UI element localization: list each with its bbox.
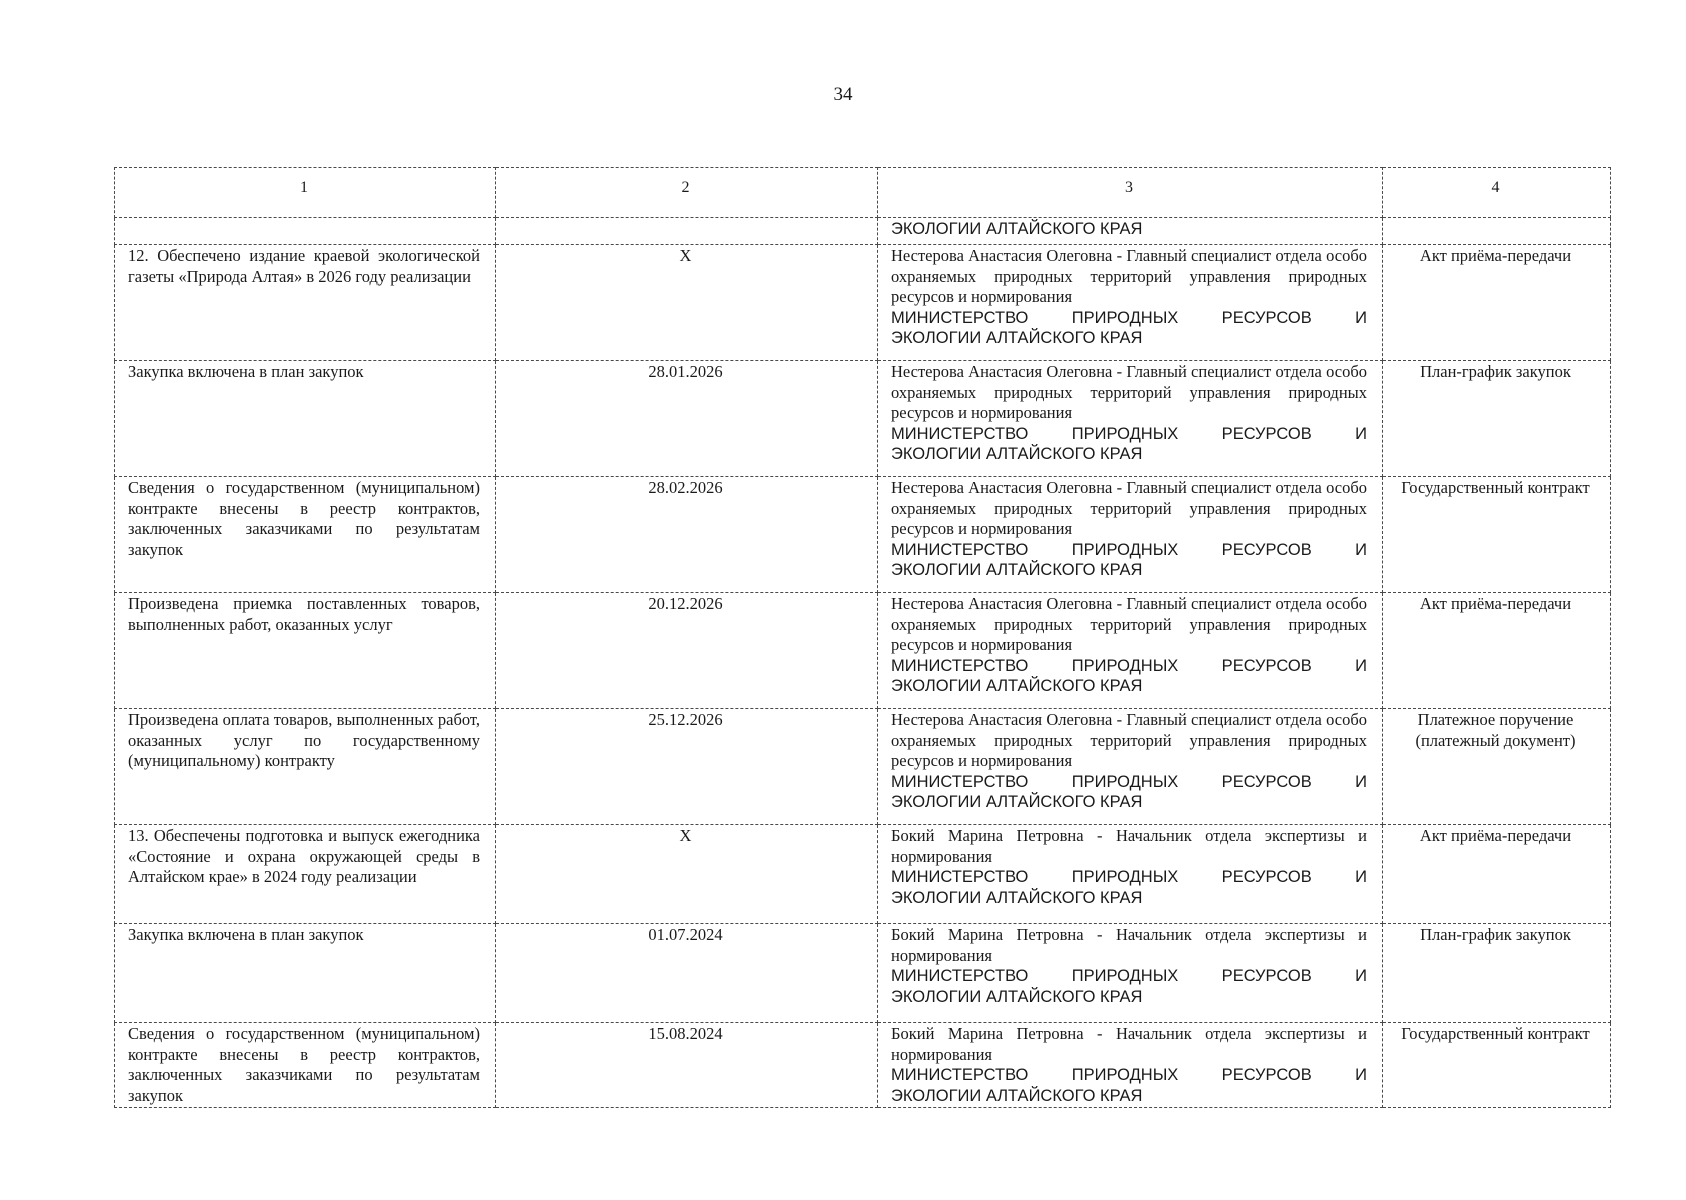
- document-type: Акт приёма-передачи: [1383, 245, 1611, 361]
- page-number: 34: [833, 84, 853, 105]
- event-date: 01.07.2024: [496, 924, 878, 1023]
- event-date: 25.12.2026: [496, 709, 878, 825]
- continuation-org: ЭКОЛОГИИ АЛТАЙСКОГО КРАЯ: [878, 218, 1383, 245]
- table-row: [115, 825, 1611, 924]
- document-type: План-график закупок: [1383, 924, 1611, 1023]
- header-col-3: 3: [878, 168, 1383, 218]
- responsible-person: Нестерова Анастасия Олеговна - Главный специалист отдела особо охраняемых природных территорий управления природных ресурсов и нормирования МИНИСТЕРСТВО ПРИРОДНЫХ РЕСУРСОВ И ЭКОЛОГИИ АЛТАЙСКОГО КРАЯ: [878, 245, 1383, 361]
- event-description: Произведена приемка поставленных товаров, выполненных работ, оказанных услуг: [115, 593, 496, 709]
- document-type: Государственный контракт: [1383, 477, 1611, 593]
- table-row: [115, 361, 1611, 477]
- event-description: Закупка включена в план закупок: [115, 361, 496, 477]
- responsible-person: Нестерова Анастасия Олеговна - Главный специалист отдела особо охраняемых природных территорий управления природных ресурсов и нормирования МИНИСТЕРСТВО ПРИРОДНЫХ РЕСУРСОВ И ЭКОЛОГИИ АЛТАЙСКОГО КРАЯ: [878, 593, 1383, 709]
- event-description: 13. Обеспечены подготовка и выпуск ежегодника «Состояние и охрана окружающей среды в Алтайском крае» в 2024 году реализации: [115, 825, 496, 924]
- responsible-person: Бокий Марина Петровна - Начальник отдела экспертизы и нормирования МИНИСТЕРСТВО ПРИРОДНЫХ РЕСУРСОВ И ЭКОЛОГИИ АЛТАЙСКОГО КРАЯ: [878, 825, 1383, 924]
- continuation-row: [115, 218, 1611, 245]
- cell-empty: [1383, 218, 1611, 245]
- table-row: [115, 477, 1611, 593]
- responsible-person: Нестерова Анастасия Олеговна - Главный специалист отдела особо охраняемых природных территорий управления природных ресурсов и нормирования МИНИСТЕРСТВО ПРИРОДНЫХ РЕСУРСОВ И ЭКОЛОГИИ АЛТАЙСКОГО КРАЯ: [878, 361, 1383, 477]
- cell-empty: [115, 218, 496, 245]
- document-type: Государственный контракт: [1383, 1023, 1611, 1108]
- table-header-row: [115, 168, 1611, 218]
- responsible-person: Бокий Марина Петровна - Начальник отдела экспертизы и нормирования МИНИСТЕРСТВО ПРИРОДНЫХ РЕСУРСОВ И ЭКОЛОГИИ АЛТАЙСКОГО КРАЯ: [878, 1023, 1383, 1108]
- responsible-person: Бокий Марина Петровна - Начальник отдела экспертизы и нормирования МИНИСТЕРСТВО ПРИРОДНЫХ РЕСУРСОВ И ЭКОЛОГИИ АЛТАЙСКОГО КРАЯ: [878, 924, 1383, 1023]
- event-description: 12. Обеспечено издание краевой экологической газеты «Природа Алтая» в 2026 году реализации: [115, 245, 496, 361]
- responsible-person: Нестерова Анастасия Олеговна - Главный специалист отдела особо охраняемых природных территорий управления природных ресурсов и нормирования МИНИСТЕРСТВО ПРИРОДНЫХ РЕСУРСОВ И ЭКОЛОГИИ АЛТАЙСКОГО КРАЯ: [878, 709, 1383, 825]
- document-type: Платежное поручение (платежный документ): [1383, 709, 1611, 825]
- header-col-2: 2: [496, 168, 878, 218]
- document-type: Акт приёма-передачи: [1383, 825, 1611, 924]
- plan-table: [114, 167, 1611, 1108]
- header-col-4: 4: [1383, 168, 1611, 218]
- document-type: План-график закупок: [1383, 361, 1611, 477]
- cell-empty: [496, 218, 878, 245]
- table-row: [115, 593, 1611, 709]
- header-col-1: 1: [115, 168, 496, 218]
- event-date: 28.02.2026: [496, 477, 878, 593]
- document-type: Акт приёма-передачи: [1383, 593, 1611, 709]
- event-date: 20.12.2026: [496, 593, 878, 709]
- table-row: [115, 924, 1611, 1023]
- table-row: [115, 245, 1611, 361]
- event-description: Сведения о государственном (муниципальном) контракте внесены в реестр контрактов, заключенных заказчиками по результатам закупок: [115, 477, 496, 593]
- event-date: X: [496, 245, 878, 361]
- event-description: Произведена оплата товаров, выполненных работ, оказанных услуг по государственному (муниципальному) контракту: [115, 709, 496, 825]
- event-description: Сведения о государственном (муниципальном) контракте внесены в реестр контрактов, заключенных заказчиками по результатам закупок: [115, 1023, 496, 1108]
- event-date: X: [496, 825, 878, 924]
- table-row: [115, 709, 1611, 825]
- event-description: Закупка включена в план закупок: [115, 924, 496, 1023]
- event-date: 28.01.2026: [496, 361, 878, 477]
- responsible-person: Нестерова Анастасия Олеговна - Главный специалист отдела особо охраняемых природных территорий управления природных ресурсов и нормирования МИНИСТЕРСТВО ПРИРОДНЫХ РЕСУРСОВ И ЭКОЛОГИИ АЛТАЙСКОГО КРАЯ: [878, 477, 1383, 593]
- table-row: [115, 1023, 1611, 1108]
- event-date: 15.08.2024: [496, 1023, 878, 1108]
